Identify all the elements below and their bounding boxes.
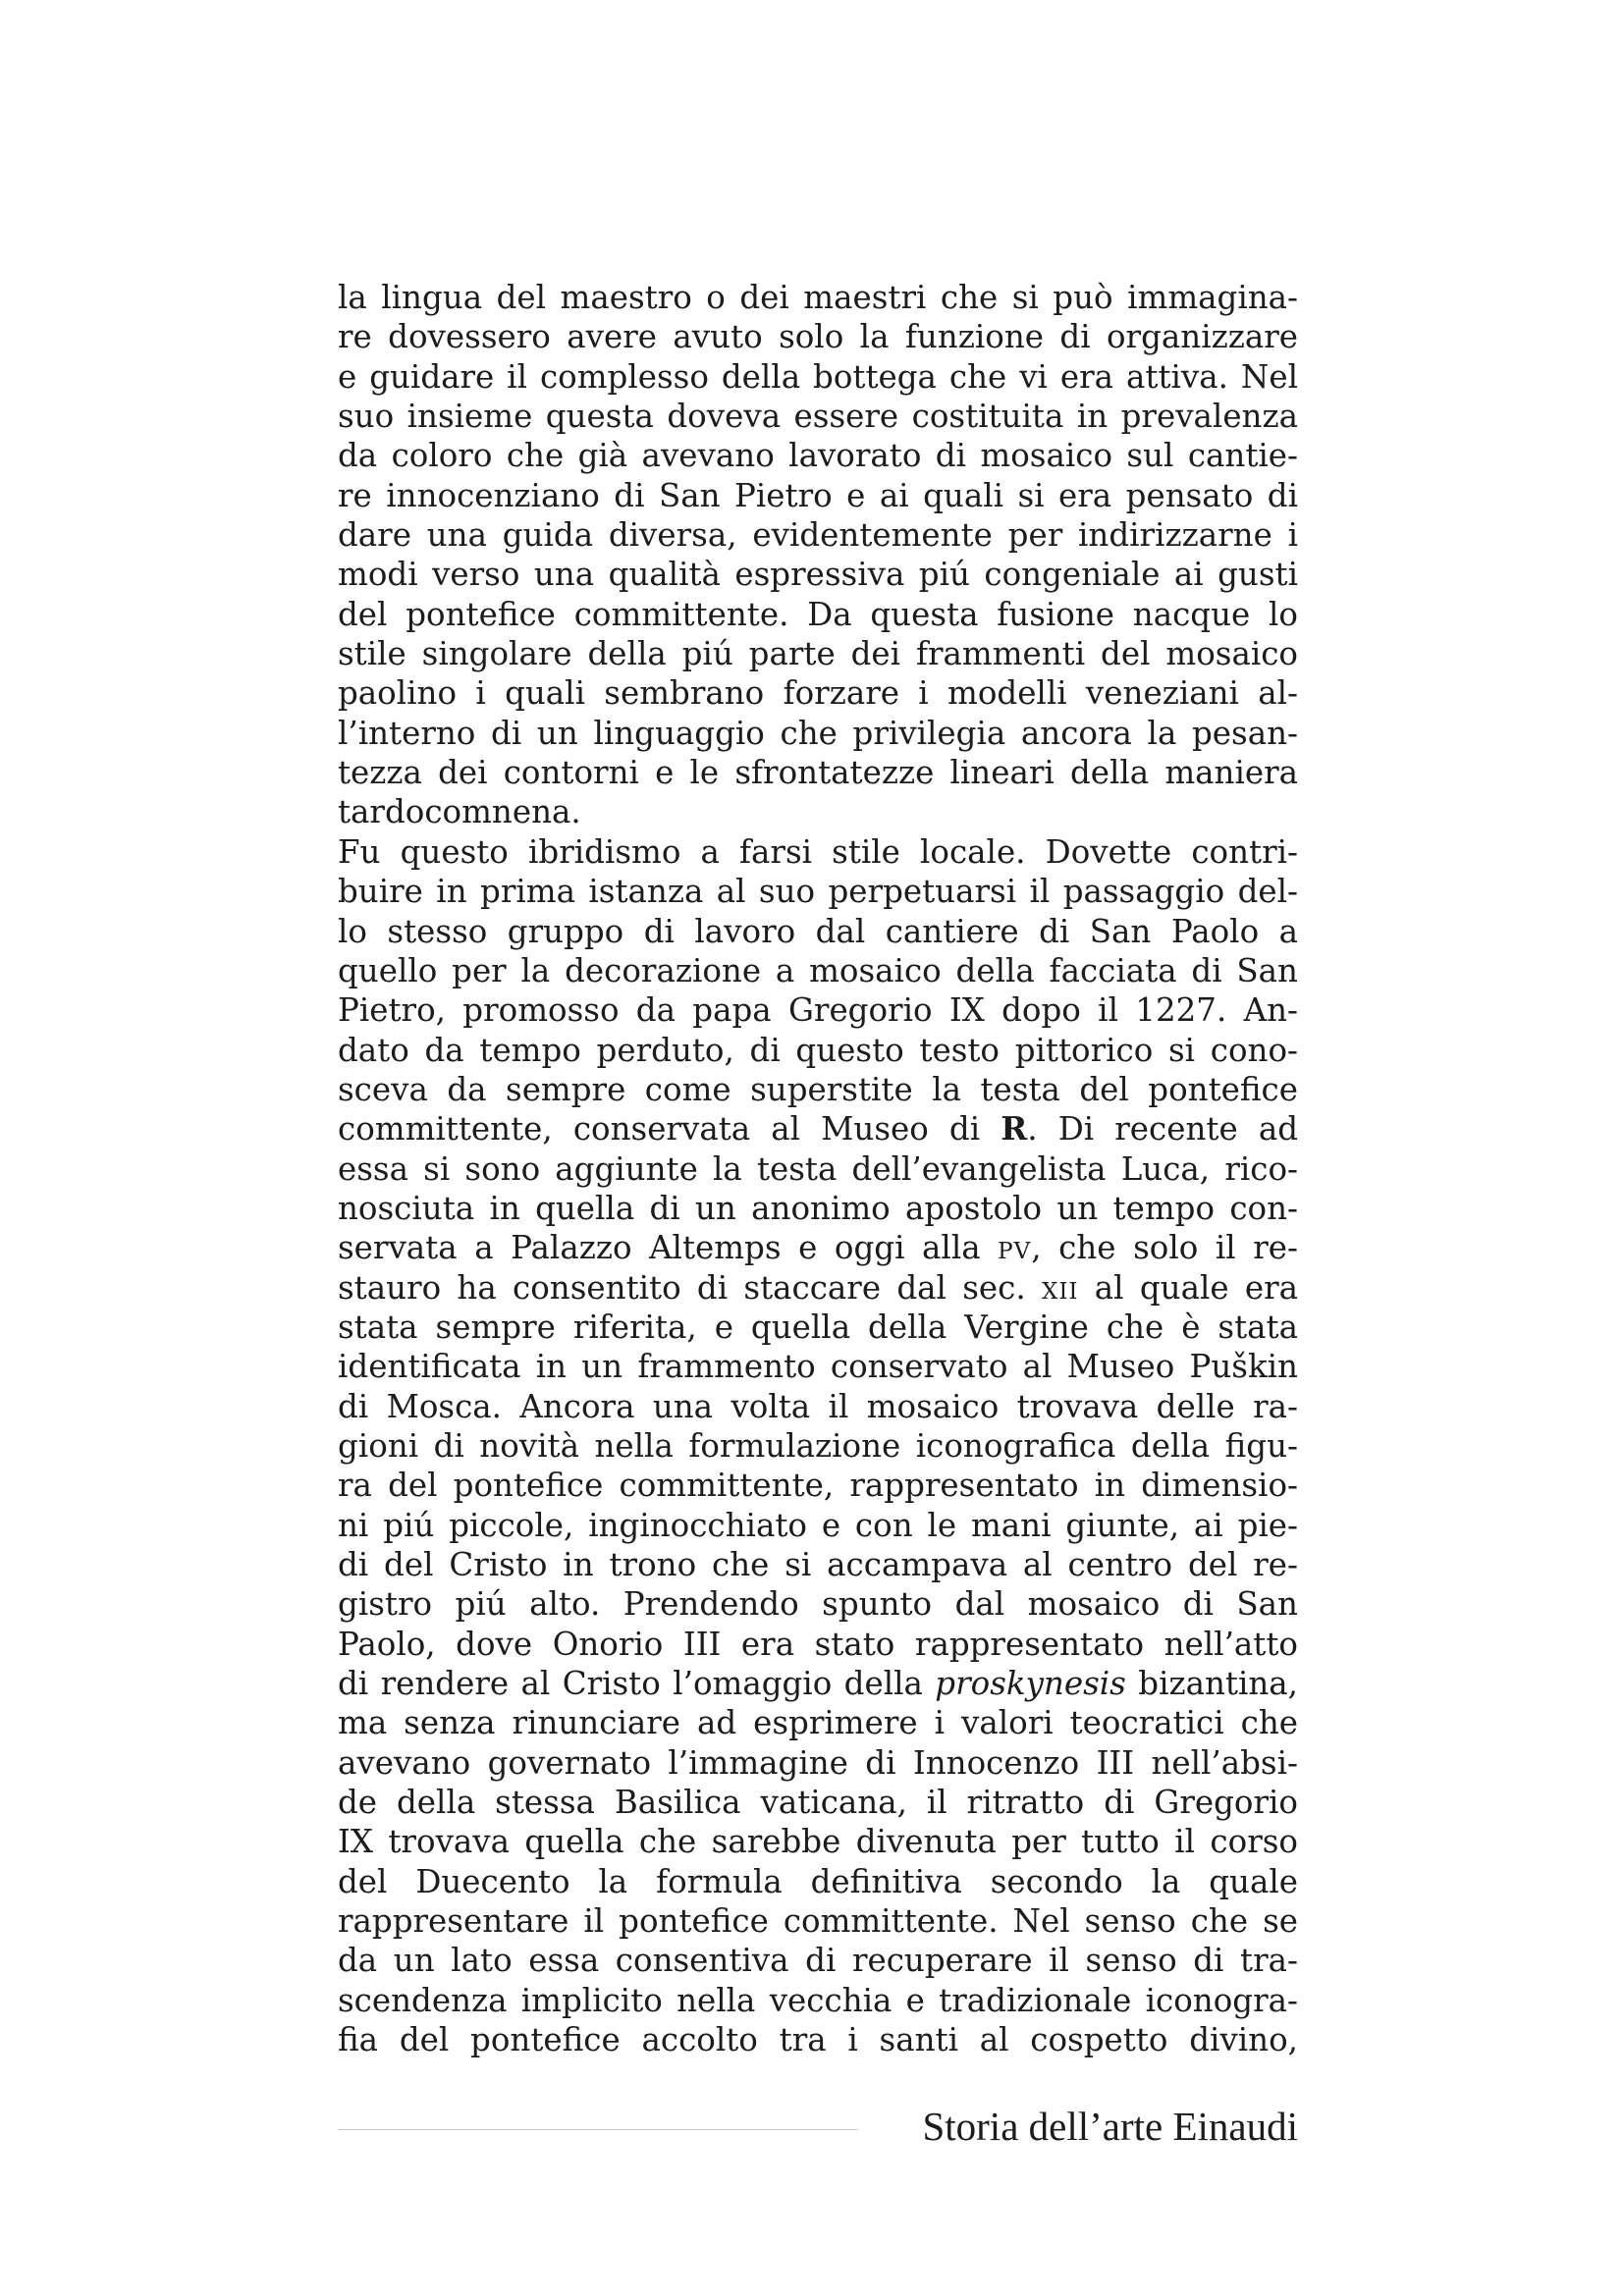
text-line: gioni di novità nella formulazione iconografica della figu- bbox=[338, 1426, 1298, 1465]
text-line: Paolo, dove Onorio III era stato rappresentato nell’atto bbox=[338, 1625, 1298, 1663]
text-line: scendenza implicito nella vecchia e tradizionale iconogra- bbox=[338, 1981, 1298, 2019]
text-line: servata a Palazzo Altemps e oggi alla pv, che solo il re- bbox=[338, 1229, 1298, 1267]
text-line: re innocenziano di San Pietro e ai quali si era pensato di bbox=[338, 476, 1298, 514]
text-line: ni piú piccole, inginocchiato e con le mani giunte, ai pie- bbox=[338, 1506, 1298, 1544]
text-line: di rendere al Cristo l’omaggio della proskynesis bizantina, bbox=[338, 1665, 1298, 1703]
text-line: IX trovava quella che sarebbe divenuta per tutto il corso bbox=[338, 1823, 1298, 1861]
text-line: paolino i quali sembrano forzare i modelli veneziani al- bbox=[338, 674, 1298, 713]
text-line: stauro ha consentito di staccare dal sec. xii al quale era bbox=[338, 1268, 1298, 1307]
bold-abbreviation: R bbox=[1001, 1109, 1028, 1148]
text-line: e guidare il complesso della bottega che vi era attiva. Nel bbox=[338, 357, 1298, 396]
text-line: del pontefice committente. Da questa fusione nacque lo bbox=[338, 595, 1298, 633]
text-line: modi verso una qualità espressiva piú congeniale ai gusti bbox=[338, 556, 1298, 594]
text-line: la lingua del maestro o dei maestri che si può immagina- bbox=[338, 279, 1298, 316]
text-line: fia del pontefice accolto tra i santi al cospetto divino, bbox=[338, 2021, 1298, 2059]
text-line: nosciuta in quella di un anonimo apostolo un tempo con- bbox=[338, 1189, 1298, 1227]
text-line: buire in prima istanza al suo perpetuarsi il passaggio del- bbox=[338, 873, 1298, 911]
text-line: da coloro che già avevano lavorato di mosaico sul cantie- bbox=[338, 437, 1298, 475]
text-line: ra del pontefice committente, rappresentato in dimensio- bbox=[338, 1467, 1298, 1505]
text-line: tezza dei contorni e le sfrontatezze lineari della maniera bbox=[338, 754, 1298, 792]
text-line: lo stesso gruppo di lavoro dal cantiere di San Paolo a bbox=[338, 912, 1298, 950]
text-line: sceva da sempre come superstite la testa del pontefice bbox=[338, 1070, 1298, 1108]
text-line: rappresentare il pontefice committente. Nel senso che se bbox=[338, 1902, 1298, 1941]
text-line: stile singolare della piú parte dei frammenti del mosaico bbox=[338, 635, 1298, 673]
text-line: di del Cristo in trono che si accampava al centro del re- bbox=[338, 1546, 1298, 1583]
footer-divider bbox=[338, 2129, 858, 2130]
text-line: quello per la decorazione a mosaico della facciata di San bbox=[338, 951, 1298, 989]
text-line: dato da tempo perduto, di questo testo pittorico si cono- bbox=[338, 1031, 1298, 1069]
text-line: avevano governato l’immagine di Innocenzo III nell’absi- bbox=[338, 1743, 1298, 1782]
small-caps-century: xii bbox=[1041, 1268, 1079, 1307]
text-line: Pietro, promosso da papa Gregorio IX dopo il 1227. An- bbox=[338, 991, 1298, 1030]
text-line: essa si sono aggiunte la testa dell’evangelista Luca, rico- bbox=[338, 1149, 1298, 1188]
text-line: da un lato essa consentiva di recuperare il senso di tra- bbox=[338, 1942, 1298, 1980]
text-line: del Duecento la formula definitiva secondo la quale bbox=[338, 1862, 1298, 1900]
italic-term: proskynesis bbox=[935, 1665, 1126, 1703]
text-line: suo insieme questa doveva essere costituita in prevalenza bbox=[338, 398, 1298, 436]
text-line: l’interno di un linguaggio che privilegia ancora la pesan- bbox=[338, 714, 1298, 752]
text-line: re dovessero avere avuto solo la funzione di organizzare bbox=[338, 318, 1298, 356]
text-line: committente, conservata al Museo di R. Di recente ad bbox=[338, 1109, 1298, 1148]
text-line: dare una guida diversa, evidentemente per indirizzarne i bbox=[338, 516, 1298, 555]
paragraph-end-line: tardocomnena. bbox=[338, 793, 581, 831]
footer-publication-title: Storia dell’arte Einaudi bbox=[922, 2104, 1298, 2149]
paragraph-start-line: Fu questo ibridismo a farsi stile locale. Dovette contri- bbox=[338, 832, 1298, 871]
text-line: gistro piú alto. Prendendo spunto dal mosaico di San bbox=[338, 1585, 1298, 1624]
text-line: identificata in un frammento conservato al Museo Puškin bbox=[338, 1348, 1298, 1386]
text-line: de della stessa Basilica vaticana, il ritratto di Gregorio bbox=[338, 1784, 1298, 1822]
text-line: ma senza rinunciare ad esprimere i valori teocratici che bbox=[338, 1704, 1298, 1742]
body-text bbox=[338, 278, 1298, 2059]
text-line: stata sempre riferita, e quella della Vergine che è stata bbox=[338, 1308, 1298, 1346]
small-caps-abbreviation: pv bbox=[998, 1229, 1032, 1267]
text-line: di Mosca. Ancora una volta il mosaico trovava delle ra- bbox=[338, 1387, 1298, 1425]
